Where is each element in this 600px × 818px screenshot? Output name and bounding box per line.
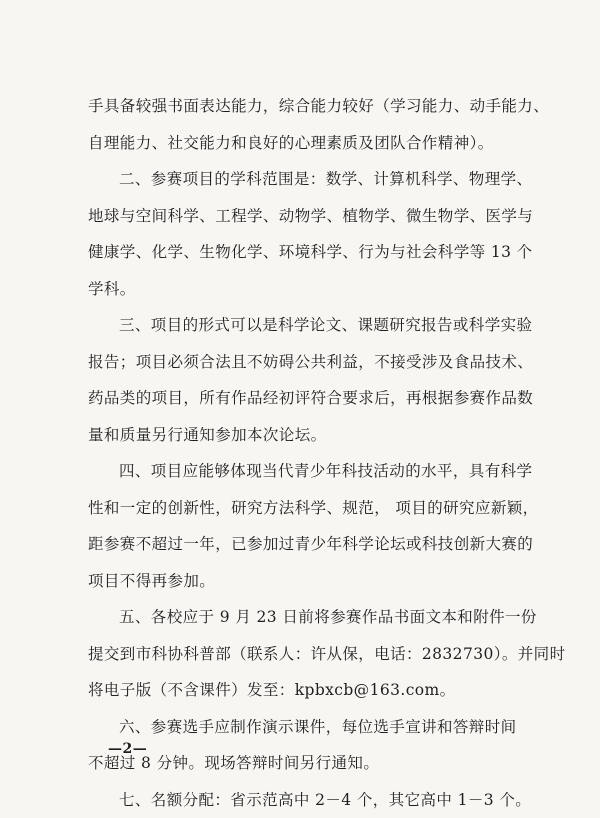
text-line: 报告；项目必须合法且不妨碍公共利益，不接受涉及食品技术、	[88, 344, 522, 381]
text-line: 性和一定的创新性，研究方法科学、规范， 项目的研究应新颖，	[88, 490, 522, 527]
text-line: 项目不得再参加。	[88, 563, 522, 600]
text-line: 手具备较强书面表达能力，综合能力较好（学习能力、动手能力、	[88, 88, 522, 125]
body-text	[88, 88, 522, 818]
text-line: 七、名额分配：省示范高中 2－4 个，其它高中 1－3 个。	[88, 782, 522, 818]
text-line: 健康学、化学、生物化学、环境科学、行为与社会科学等 13 个	[88, 234, 522, 271]
text-line: 二、参赛项目的学科范围是：数学、计算机科学、物理学、	[88, 161, 522, 198]
text-line: 地球与空间科学、工程学、动物学、植物学、微生物学、医学与	[88, 198, 522, 235]
text-line: 五、各校应于 9 月 23 日前将参赛作品书面文本和附件一份	[88, 599, 522, 636]
text-line: 将电子版（不含课件）发至：kpbxcb@163.com。	[88, 672, 522, 709]
text-line: 自理能力、社交能力和良好的心理素质及团队合作精神）。	[88, 125, 522, 162]
page-number: —2—	[108, 741, 147, 757]
text-line: 量和质量另行通知参加本次论坛。	[88, 417, 522, 454]
text-line: 药品类的项目，所有作品经初评符合要求后，再根据参赛作品数	[88, 380, 522, 417]
text-line: 三、项目的形式可以是科学论文、课题研究报告或科学实验	[88, 307, 522, 344]
text-line: 六、参赛选手应制作演示课件，每位选手宣讲和答辩时间	[88, 709, 522, 746]
text-line: 四、项目应能够体现当代青少年科技活动的水平，具有科学	[88, 453, 522, 490]
text-line: 距参赛不超过一年，已参加过青少年科学论坛或科技创新大赛的	[88, 526, 522, 563]
text-line: 提交到市科协科普部（联系人：许从保，电话：2832730）。并同时	[88, 636, 522, 673]
text-line: 学科。	[88, 271, 522, 308]
text-line: 不超过 8 分钟。现场答辩时间另行通知。	[88, 745, 522, 782]
